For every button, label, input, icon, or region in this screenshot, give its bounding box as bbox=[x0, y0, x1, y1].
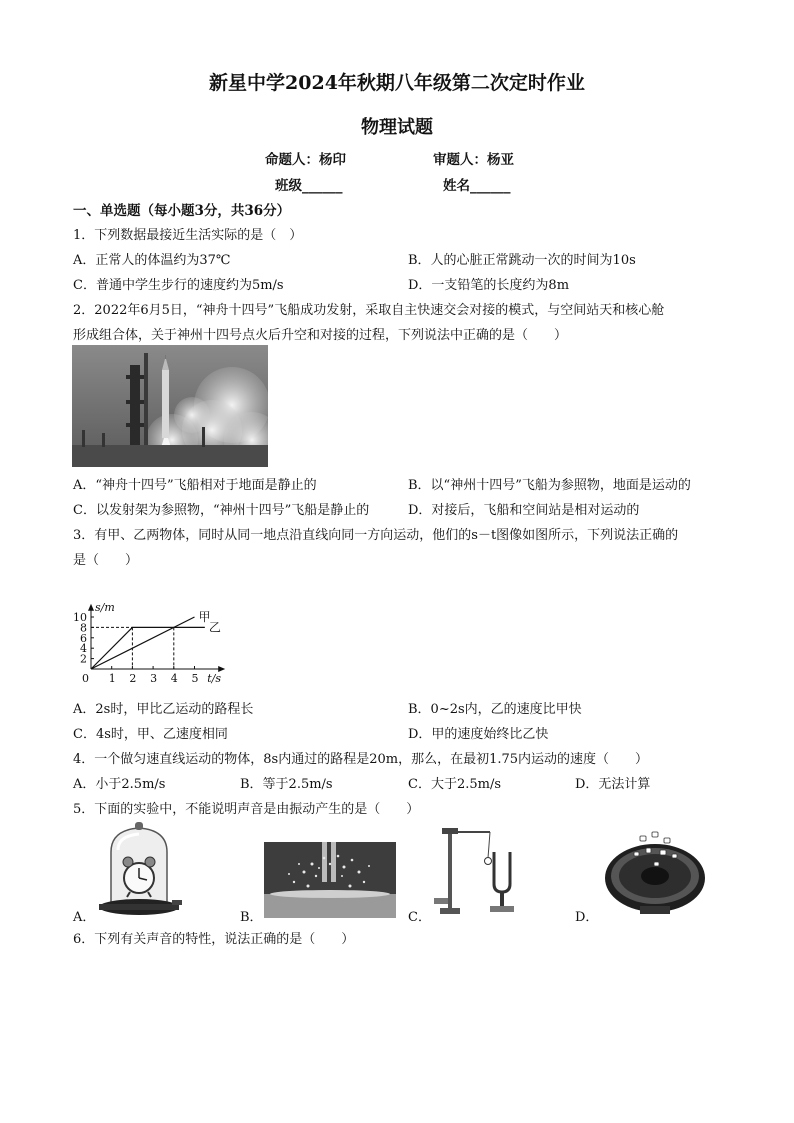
y-axis-arrow bbox=[88, 604, 94, 611]
y-tick-label: 2 bbox=[80, 652, 87, 666]
q5-option-d: D． bbox=[575, 910, 599, 925]
q3-stem-line2: 是（ ） bbox=[73, 553, 139, 568]
rocket-launch-photo bbox=[72, 345, 268, 467]
s-t-graph bbox=[72, 570, 247, 690]
author-label: 命题人：杨印 bbox=[265, 152, 346, 168]
y-axis-label: s/m bbox=[95, 600, 115, 614]
y-tick-label: 4 bbox=[80, 642, 87, 656]
reviewer-label: 审题人：杨亚 bbox=[433, 152, 514, 168]
q5-option-b: B． bbox=[240, 910, 263, 925]
x-tick-label: 2 bbox=[129, 672, 137, 685]
q2-option-b: B．以“神州十四号”飞船为参照物，地面是运动的 bbox=[408, 478, 691, 493]
series-line-yi bbox=[91, 627, 205, 669]
q3-option-d: D．甲的速度始终比乙快 bbox=[408, 727, 549, 742]
x-tick-label: 3 bbox=[150, 672, 158, 685]
q5-option-c: C． bbox=[408, 910, 431, 925]
q4-option-c: C．大于2.5m/s bbox=[408, 777, 501, 792]
q5-option-a: A． bbox=[73, 910, 96, 925]
y-tick-label: 6 bbox=[80, 631, 87, 645]
q2-stem-line2: 形成组合体，关于神州十四号点火后升空和对接的过程，下列说法中正确的是（ ） bbox=[73, 328, 568, 343]
q5-stem: 5．下面的实验中，不能说明声音是由振动产生的是（ ） bbox=[73, 802, 420, 817]
class-field: 班级______ bbox=[275, 178, 343, 194]
series-label-jia: 甲 bbox=[198, 610, 211, 624]
q2-option-c: C．以发射架为参照物，“神州十四号”飞船是静止的 bbox=[73, 503, 370, 518]
q4-option-d: D．无法计算 bbox=[575, 777, 651, 792]
q2-option-d: D．对接后，飞船和空间站是相对运动的 bbox=[408, 503, 640, 518]
exam-title: 新星中学2024年秋期八年级第二次定时作业 bbox=[209, 72, 585, 94]
q2-stem-line1: 2．2022年6月5日，“神舟十四号”飞船成功发射，采取自主快速交会对接的模式，与空间站天和核心舱 bbox=[73, 303, 665, 318]
pendulum-ball-tuning-fork-image bbox=[430, 824, 530, 918]
q4-option-b: B．等于2.5m/s bbox=[240, 777, 333, 792]
bell-jar-alarm-clock-image bbox=[96, 822, 182, 920]
speaker-with-foam-bits-image bbox=[600, 826, 710, 918]
x-tick-label: 4 bbox=[170, 672, 178, 685]
q3-option-c: C．4s时，甲、乙速度相同 bbox=[73, 727, 228, 742]
x-axis-label: t/s bbox=[207, 672, 221, 685]
q2-option-a: A．“神舟十四号”飞船相对于地面是静止的 bbox=[73, 478, 317, 493]
x-tick-label: 0 bbox=[82, 672, 89, 685]
q3-stem-line1: 3．有甲、乙两物体，同时从同一地点沿直线向同一方向运动，他们的s－t图像如图所示，下列说法正确的 bbox=[73, 528, 679, 543]
x-tick-label: 5 bbox=[191, 672, 199, 685]
q4-stem: 4．一个做匀速直线运动的物体，8s内通过的路程是20m，那么，在最初1.75内运动的速度（ ） bbox=[73, 752, 649, 767]
section-heading: 一、单选题（每小题3分，共36分） bbox=[73, 203, 291, 219]
series-line-jia bbox=[91, 617, 195, 669]
y-tick-label: 10 bbox=[73, 611, 87, 624]
x-tick-label: 1 bbox=[108, 672, 116, 685]
q1-option-a: A．正常人的体温约为37℃ bbox=[73, 253, 231, 268]
tuning-fork-water-splash-image bbox=[264, 842, 396, 918]
name-field: 姓名______ bbox=[443, 178, 511, 194]
y-tick-label: 8 bbox=[80, 621, 87, 635]
q1-stem: 1．下列数据最接近生活实际的是（ ） bbox=[73, 228, 303, 243]
exam-subtitle: 物理试题 bbox=[361, 117, 433, 138]
q1-option-c: C．普通中学生步行的速度约为5m/s bbox=[73, 278, 284, 293]
q3-option-a: A．2s时，甲比乙运动的路程长 bbox=[73, 702, 254, 717]
series-label-yi: 乙 bbox=[208, 620, 221, 635]
q4-option-a: A．小于2.5m/s bbox=[73, 777, 166, 792]
q6-stem: 6．下列有关声音的特性，说法正确的是（ ） bbox=[73, 932, 355, 947]
q1-option-d: D．一支铅笔的长度约为8m bbox=[408, 278, 570, 293]
q1-option-b: B．人的心脏正常跳动一次的时间为10s bbox=[408, 253, 636, 268]
q3-option-b: B．0~2s内，乙的速度比甲快 bbox=[408, 702, 582, 717]
